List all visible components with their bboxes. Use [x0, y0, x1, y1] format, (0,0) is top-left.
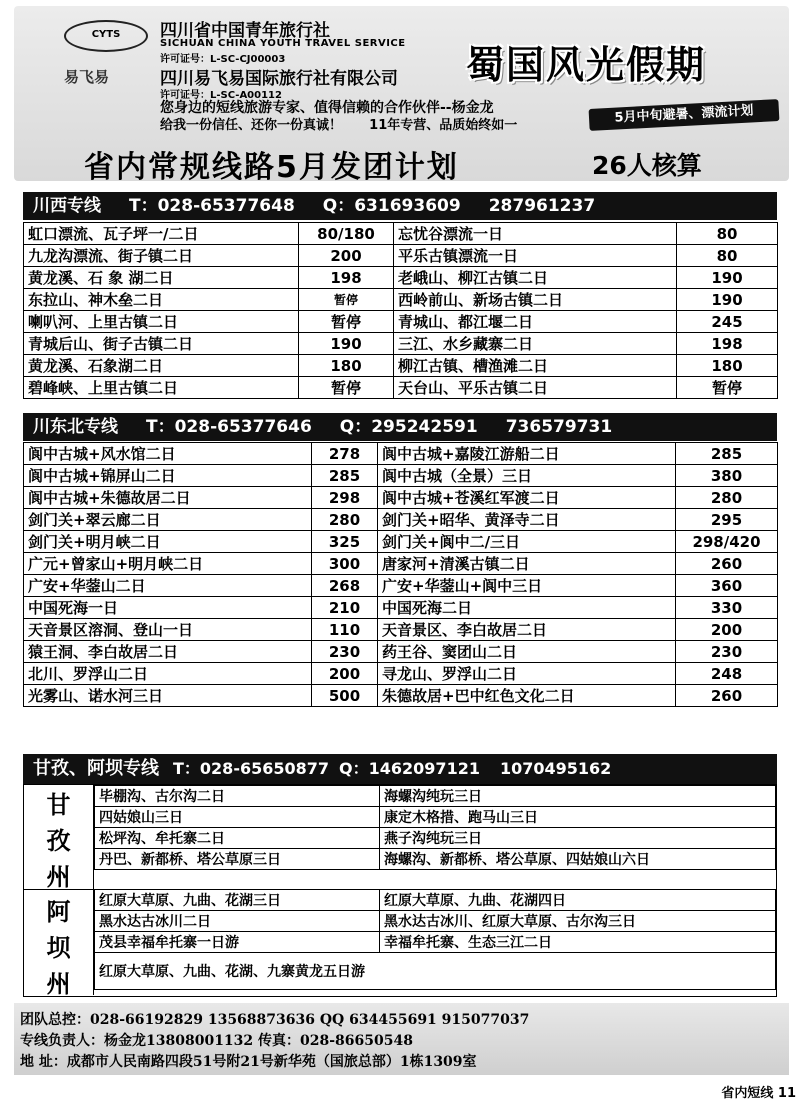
table-row [95, 849, 776, 870]
section-header-ganzi [23, 754, 777, 784]
route-name: 虹口漂流、瓦子坪一/二日 [24, 223, 299, 245]
route-price: 暂停 [299, 311, 394, 333]
route-name: 阆中古城+朱德故居二日 [24, 487, 312, 509]
route-name: 海螺沟纯玩三日 [380, 786, 776, 807]
route-name: 三江、水乡藏寨二日 [394, 333, 677, 355]
table-row [24, 597, 778, 619]
route-price: 285 [676, 443, 778, 465]
route-price: 298/420 [676, 531, 778, 553]
route-name: 茂县幸福牟托寨一日游 [95, 932, 380, 953]
route-price: 298 [312, 487, 378, 509]
route-name: 平乐古镇漂流一日 [394, 245, 677, 267]
route-name: 黑水达古冰川二日 [95, 911, 380, 932]
route-name: 四姑娘山三日 [95, 807, 380, 828]
route-price: 380 [676, 465, 778, 487]
page-label: 省内短线 11 [721, 1086, 796, 1101]
route-price: 暂停 [299, 289, 394, 311]
route-price: 285 [312, 465, 378, 487]
route-name: 药王谷、窦团山二日 [378, 641, 676, 663]
footer-line-3: 地 址：成都市人民南路四段51号附21号新华苑（国旅总部）1栋1309室 [20, 1054, 477, 1070]
org-name-2: 四川易飞易国际旅行社有限公司 [160, 69, 398, 89]
route-name: 青城山、都江堰二日 [394, 311, 677, 333]
route-price: 260 [676, 685, 778, 707]
route-name: 北川、罗浮山二日 [24, 663, 312, 685]
route-price: 260 [676, 553, 778, 575]
footer-line-1: 团队总控：028-66192829 13568873636 QQ 634455691 915077037 [20, 1012, 530, 1028]
section-header-west [23, 192, 777, 220]
org-name-1-en: SICHUAN CHINA YOUTH TRAVEL SERVICE [160, 38, 406, 49]
section-tel: T：028-65377648 [129, 196, 295, 216]
route-name: 猿王洞、李白故居二日 [24, 641, 312, 663]
route-name: 九龙沟漂流、街子镇二日 [24, 245, 299, 267]
route-price: 暂停 [677, 377, 778, 399]
table-row [95, 911, 776, 932]
sub-title: 26人核算 [592, 151, 702, 180]
route-name: 剑门关+翠云廊二日 [24, 509, 312, 531]
route-name: 东拉山、神木垒二日 [24, 289, 299, 311]
route-price: 278 [312, 443, 378, 465]
section-tel: T：028-65650877 [173, 759, 330, 778]
section-qq: Q：1462097121 [339, 759, 480, 778]
route-price: 190 [677, 267, 778, 289]
license-1: 许可证号：L-SC-CJ00003 [160, 54, 286, 65]
section-qq2: 1070495162 [499, 759, 612, 778]
route-price: 180 [677, 355, 778, 377]
table-row [24, 245, 778, 267]
route-price: 80 [677, 245, 778, 267]
west-route-table [23, 222, 778, 399]
table-row [24, 267, 778, 289]
route-price: 190 [677, 289, 778, 311]
footer-line-2: 专线负责人：杨金龙13808001132 传真：028-86650548 [20, 1033, 413, 1049]
route-price: 280 [312, 509, 378, 531]
route-name: 红原大草原、九曲、花湖四日 [380, 890, 776, 911]
table-row [24, 685, 778, 707]
route-name: 燕子沟纯玩三日 [380, 828, 776, 849]
label-aba [24, 889, 94, 998]
route-price: 200 [312, 663, 378, 685]
table-row [95, 807, 776, 828]
table-row [24, 333, 778, 355]
route-name: 碧峰峡、上里古镇二日 [24, 377, 299, 399]
route-name: 柳江古镇、槽渔滩二日 [394, 355, 677, 377]
route-name: 西岭前山、新场古镇二日 [394, 289, 677, 311]
route-price: 198 [677, 333, 778, 355]
table-row [24, 553, 778, 575]
route-name: 松坪沟、牟托寨二日 [95, 828, 380, 849]
route-name: 黄龙溪、石 象 湖二日 [24, 267, 299, 289]
route-name: 剑门关+昭华、黄泽寺二日 [378, 509, 676, 531]
route-name: 阆中古城+嘉陵江游船二日 [378, 443, 676, 465]
route-name: 广元+曾家山+明月峡二日 [24, 553, 312, 575]
ganzi-route-table [94, 785, 776, 870]
main-title: 省内常规线路5月发团计划 [84, 150, 459, 185]
route-name: 幸福牟托寨、生态三江二日 [380, 932, 776, 953]
route-name: 红原大草原、九曲、花湖三日 [95, 890, 380, 911]
route-price: 280 [676, 487, 778, 509]
promo-ribbon: 5月中旬避暑、漂流计划 [589, 99, 780, 131]
route-price: 325 [312, 531, 378, 553]
route-price: 295 [676, 509, 778, 531]
table-row [24, 377, 778, 399]
route-price: 300 [312, 553, 378, 575]
table-row [24, 531, 778, 553]
label-char: 坝 [46, 934, 71, 962]
table-row [24, 289, 778, 311]
route-name: 红原大草原、九曲、花湖、九寨黄龙五日游 [95, 953, 776, 990]
route-name: 中国死海二日 [378, 597, 676, 619]
route-name: 广安+华蓥山二日 [24, 575, 312, 597]
route-name: 天音景区、李白故居二日 [378, 619, 676, 641]
org-name-1: 四川省中国青年旅行社 [160, 21, 330, 41]
northeast-route-table [23, 442, 778, 707]
section-qq: Q：631693609 [322, 196, 461, 216]
route-name: 老峨山、柳江古镇二日 [394, 267, 677, 289]
label-ganzi [24, 785, 94, 889]
route-price: 210 [312, 597, 378, 619]
table-row [24, 487, 778, 509]
table-row [95, 932, 776, 953]
route-price: 360 [676, 575, 778, 597]
header-banner [14, 6, 789, 185]
route-name: 天台山、平乐古镇二日 [394, 377, 677, 399]
cyts-logo-icon: CYTS [64, 20, 148, 52]
table-row [24, 465, 778, 487]
slogan-2: 给我一份信任、还你一份真诚！ 11年专营、品质始终如一 [160, 118, 518, 133]
footer-contact [14, 1003, 789, 1075]
route-price: 110 [312, 619, 378, 641]
brand-title: 蜀国风光假期 [466, 42, 707, 87]
route-price: 200 [676, 619, 778, 641]
route-name: 阆中古城（全景）三日 [378, 465, 676, 487]
section-header-northeast [23, 413, 777, 441]
route-name: 剑门关+阆中二/三日 [378, 531, 676, 553]
table-row [24, 619, 778, 641]
route-price: 暂停 [299, 377, 394, 399]
route-name: 寻龙山、罗浮山二日 [378, 663, 676, 685]
section-tel: T：028-65377646 [146, 417, 312, 437]
ganzi-aba-table [23, 784, 777, 997]
route-price: 198 [299, 267, 394, 289]
route-name: 青城后山、街子古镇二日 [24, 333, 299, 355]
route-name: 忘忧谷漂流一日 [394, 223, 677, 245]
table-row [24, 223, 778, 245]
route-name: 黑水达古冰川、红原大草原、古尔沟三日 [380, 911, 776, 932]
table-row [24, 663, 778, 685]
route-price: 230 [676, 641, 778, 663]
table-row [95, 890, 776, 911]
route-name: 黄龙溪、石象湖二日 [24, 355, 299, 377]
table-row [24, 311, 778, 333]
route-price: 245 [677, 311, 778, 333]
route-price: 200 [299, 245, 394, 267]
table-row [24, 509, 778, 531]
route-name: 朱德故居+巴中红色文化二日 [378, 685, 676, 707]
license-2: 许可证号：L-SC-A00112 [160, 90, 282, 101]
aba-route-table [94, 889, 776, 990]
section-name: 川东北专线 [33, 417, 118, 437]
route-price: 80 [677, 223, 778, 245]
table-row [24, 355, 778, 377]
route-name: 广安+华蓥山+阆中三日 [378, 575, 676, 597]
slogan-1: 您身边的短线旅游专家、值得信赖的合作伙伴--杨金龙 [160, 100, 494, 116]
section-qq2: 736579731 [505, 417, 613, 437]
section-name: 甘孜、阿坝专线 [33, 758, 159, 779]
section-qq: Q：295242591 [339, 417, 478, 437]
route-name: 阆中古城+风水馆二日 [24, 443, 312, 465]
route-name: 阆中古城+苍溪红军渡二日 [378, 487, 676, 509]
route-name: 唐家河+清溪古镇二日 [378, 553, 676, 575]
route-name: 光雾山、诺水河三日 [24, 685, 312, 707]
route-name: 阆中古城+锦屏山二日 [24, 465, 312, 487]
label-char: 州 [46, 863, 71, 891]
label-char: 阿 [46, 898, 71, 926]
table-row [24, 641, 778, 663]
section-qq2: 287961237 [488, 196, 596, 216]
route-name: 剑门关+明月峡二日 [24, 531, 312, 553]
route-price: 330 [676, 597, 778, 619]
label-char: 州 [46, 970, 71, 998]
route-name: 毕棚沟、古尔沟二日 [95, 786, 380, 807]
yifeiyi-logo: 易飞易 [64, 68, 110, 86]
route-price: 190 [299, 333, 394, 355]
route-price: 248 [676, 663, 778, 685]
route-name: 中国死海一日 [24, 597, 312, 619]
route-name: 康定木格措、跑马山三日 [380, 807, 776, 828]
route-price: 180 [299, 355, 394, 377]
table-row [24, 575, 778, 597]
section-name: 川西专线 [33, 196, 101, 216]
route-price: 500 [312, 685, 378, 707]
route-price: 268 [312, 575, 378, 597]
route-price: 230 [312, 641, 378, 663]
route-name: 喇叭河、上里古镇二日 [24, 311, 299, 333]
route-price: 80/180 [299, 223, 394, 245]
label-char: 甘 [46, 791, 71, 819]
route-name: 海螺沟、新都桥、塔公草原、四姑娘山六日 [380, 849, 776, 870]
table-row [95, 953, 776, 990]
route-name: 天音景区溶洞、登山一日 [24, 619, 312, 641]
label-char: 孜 [46, 827, 71, 855]
table-row [95, 828, 776, 849]
table-row [24, 443, 778, 465]
table-row [95, 786, 776, 807]
route-name: 丹巴、新都桥、塔公草原三日 [95, 849, 380, 870]
